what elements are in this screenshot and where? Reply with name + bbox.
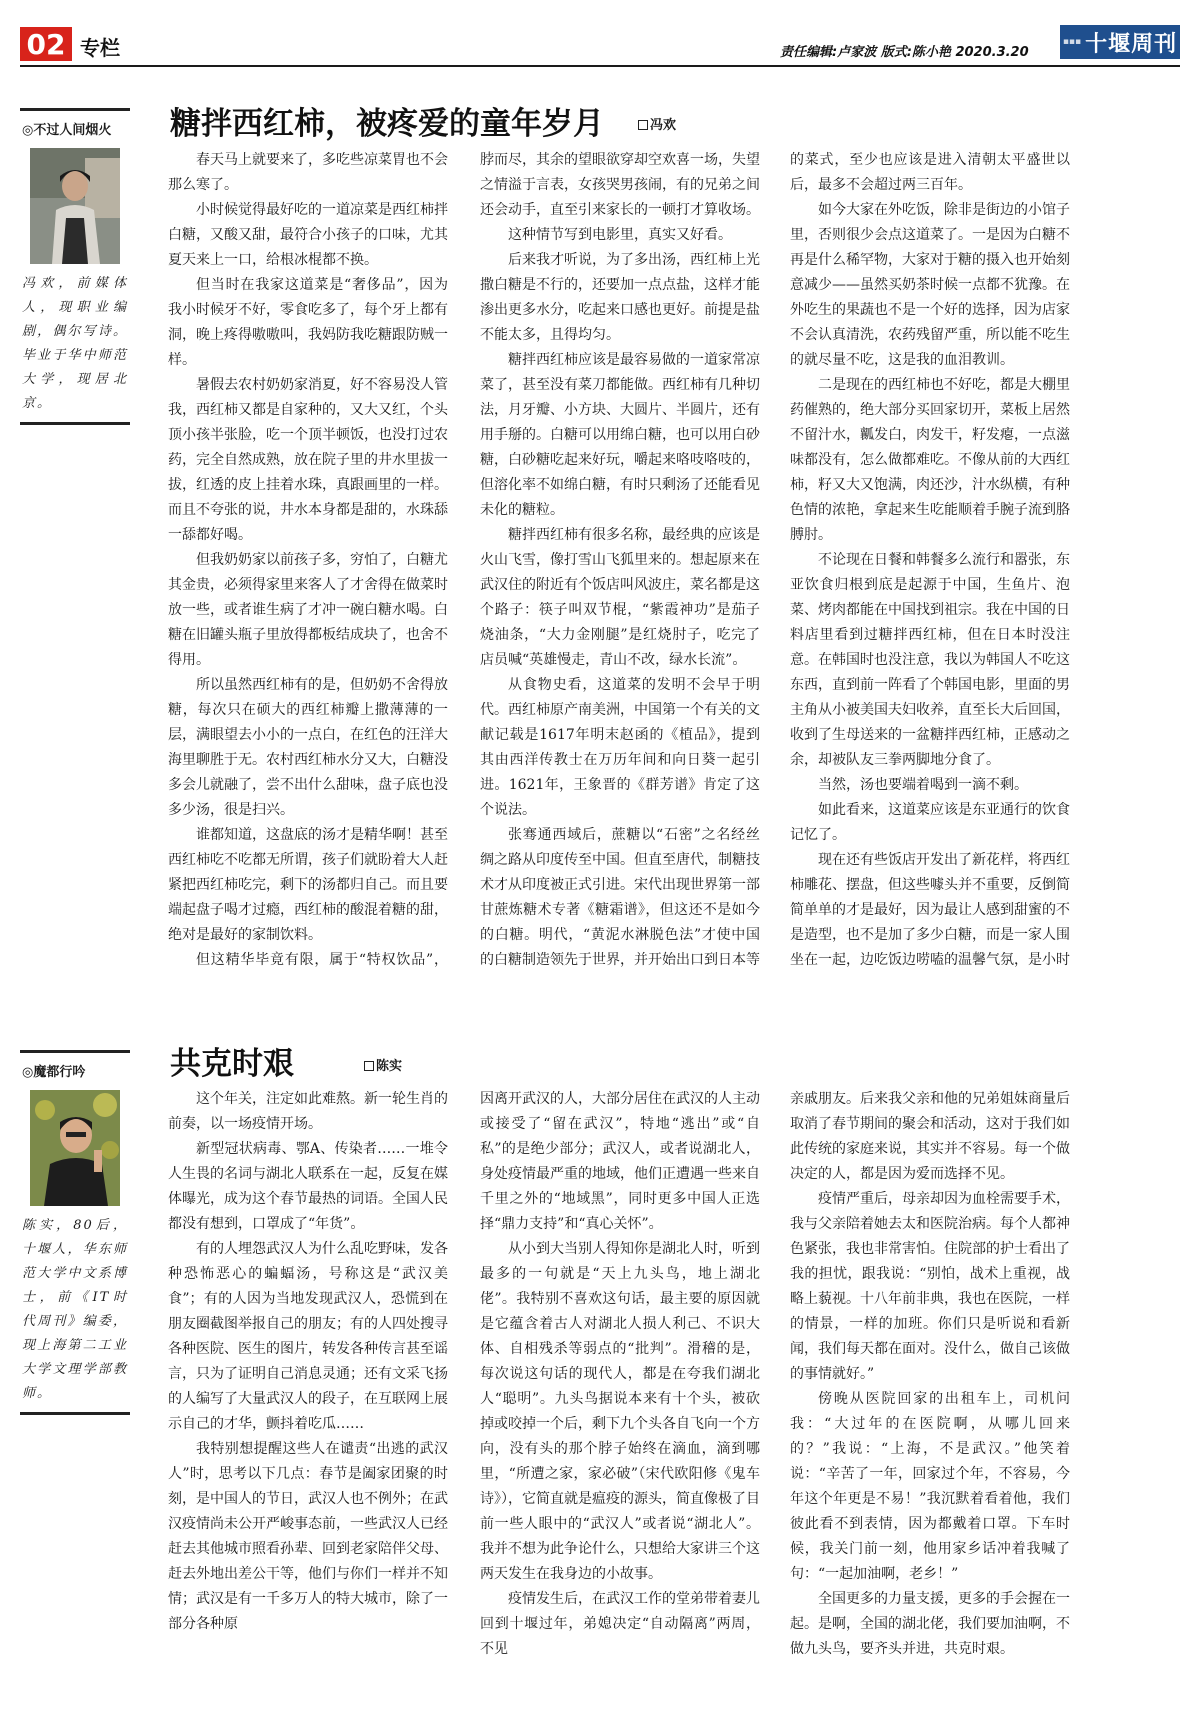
paragraph: 张骞通西域后，蔗糖以“石密”之名经丝绸之路从印度传至中国。但直至唐代，制糖技术才从印度被正式引进。宋代出现世界第一部甘蔗炼糖术专著《糖霜谱》，但这还不是如今的白糖。明代，“黄泥水淋脱色法”才使中国的白糖制造领先于世界，并开始出口到日本等	[480, 827, 760, 968]
byline-author: 冯欢	[650, 118, 677, 133]
article1-column-2	[480, 148, 760, 973]
article1-column-3	[790, 148, 1070, 973]
paragraph: 有的人埋怨武汉人为什么乱吃野味，发各种恐怖恶心的蝙蝠汤，号称这是“武汉美食”；有的人因为当地发现武汉人，恐慌到在朋友圈截图举报自己的朋友；有的人四处搜寻各种医院、医生的图片，转发各种传言甚至谣言，只为了证明自己消息灵通；还有文采飞扬的人编写了大量武汉人的段子，在互联网上展示自己的才华，颤抖着吃瓜……	[168, 1241, 448, 1432]
paragraph: 后来我才听说，为了多出汤，西红柿上光撒白糖是不行的，还要加一点点盐，这样才能渗出更多水分，吃起来口感也更好。前提是盐不能太多，且得均匀。	[480, 252, 760, 343]
article2-column-1	[168, 1087, 448, 1707]
article-title: 共克时艰	[170, 1046, 294, 1082]
column-name: ◎魔都行吟	[22, 1065, 86, 1080]
masthead-title: 十堰周刊	[1085, 30, 1178, 57]
paragraph: 小时候觉得最好吃的一道凉菜是西红柿拌白糖，又酸又甜，最符合小孩子的口味，尤其夏天来上一口，给根冰棍都不换。	[168, 202, 448, 268]
paragraph: 因离开武汉的人，大部分居住在武汉的人主动或接受了“留在武汉”，特地“逃出”或“自私”的是绝少部分；武汉人，或者说湖北人，身处疫情最严重的地域，他们正遭遇一些来自千里之外的“地域黑”，同时更多中国人正选择“鼎力支持”和“真心关怀”。	[480, 1091, 760, 1232]
article-title: 糖拌西红柿，被疼爱的童年岁月	[170, 106, 604, 142]
paragraph: 所以虽然西红柿有的是，但奶奶不舍得放糖，每次只在硕大的西红柿瓣上撒薄薄的一层，满眼望去小小的一点白，在红色的汪洋大海里聊胜于无。农村西红柿水分又大，白糖没多会儿就融了，尝不出什么甜味，盘子底也没多少汤，很是扫兴。	[168, 677, 448, 818]
paragraph: 新型冠状病毒、鄂A、传染者……一堆令人生畏的名词与湖北人联系在一起，反复在媒体曝光，成为这个春节最热的词语。全国人民都没有想到，口罩成了“年货”。	[168, 1141, 448, 1232]
paragraph: 当然，汤也要端着喝到一滴不剩。	[818, 777, 1028, 793]
author-photo	[30, 148, 120, 264]
paragraph: 但当时在我家这道菜是“奢侈品”，因为我小时候牙不好，零食吃多了，每个牙上都有洞，晚上疼得嗷嗷叫，我妈防我吃糖跟防贼一样。	[168, 277, 448, 368]
paragraph: 这种情节写到电影里，真实又好看。	[508, 227, 732, 243]
paragraph: 现在还有些饭店开发出了新花样，将西红柿雕花、摆盘，但这些噱头并不重要，反倒简简单单的才是最好，因为最让人感到甜蜜的不是造型，也不是加了多少白糖，而是一家人围坐在一起，边吃饭边唠嗑的温馨气氛，是小时	[790, 852, 1070, 968]
paragraph: 亲戚朋友。后来我父亲和他的兄弟姐妹商量后取消了春节期间的聚会和活动，这对于我们如此传统的家庭来说，其实并不容易。每一个做决定的人，都是因为爱而选择不见。	[790, 1091, 1070, 1182]
paragraph: 如此看来，这道菜应该是东亚通行的饮食记忆了。	[790, 802, 1070, 843]
author-sidebar-1	[20, 108, 130, 425]
paragraph: 二是现在的西红柿也不好吃，都是大棚里药催熟的，绝大部分买回家切开，菜板上居然不留汁水，瓤发白，肉发干，籽发瘪，一点滋味都没有，怎么做都难吃。不像从前的大西红柿，籽又大又饱满，肉还沙，汁水纵横，有种色情的浓艳，拿起来生吃能顺着手腕子流到胳膊肘。	[790, 377, 1070, 543]
paragraph: 不论现在日餐和韩餐多么流行和嚣张，东亚饮食归根到底是起源于中国，生鱼片、泡菜、烤肉都能在中国找到祖宗。我在中国的日料店里看到过糖拌西红柿，但在日本时没注意。在韩国时也没注意，我以为韩国人不吃这东西，直到前一阵看了个韩国电影，里面的男主角从小被美国夫妇收养，直至长大后回国，收到了生母送来的一盆糖拌西红柿，正感动之余，却被队友三拳两脚地分食了。	[790, 552, 1070, 768]
author-photo-illustration	[30, 1090, 120, 1206]
author-photo-illustration	[30, 148, 120, 264]
paragraph: 糖拌西红柿应该是最容易做的一道家常凉菜了，甚至没有菜刀都能做。西红柿有几种切法，月牙瓣、小方块、大圆片、半圆片，还有用手掰的。白糖可以用绵白糖，也可以用白砂糖，白砂糖吃起来好玩，嚼起来咯吱咯吱的，但溶化率不如绵白糖，有时只剩汤了还能看见未化的糖粒。	[480, 352, 760, 518]
author-sidebar-2	[20, 1050, 130, 1415]
editor-credits: 责任编辑:卢家波 版式:陈小艳 2020.3.20	[780, 45, 1029, 60]
column-name: ◎不过人间烟火	[22, 123, 112, 138]
paragraph: 如今大家在外吃饭，除非是街边的小馆子里，否则很少会点这道菜了。一是因为白糖不再是什么稀罕物，大家对于糖的摄入也开始刻意减少——虽然买奶茶时候一点都不犹豫。在外吃生的果蔬也不是一个好的选择，因为店家不会认真清洗，农药残留严重，所以能不吃生的就尽量不吃，这是我的血泪教训。	[790, 202, 1070, 368]
masthead-logo	[1060, 25, 1180, 59]
paragraph: 糖拌西红柿有很多名称，最经典的应该是火山飞雪，像打雪山飞狐里来的。想起原来在武汉住的附近有个饭店叫风波庄，菜名都是这个路子：筷子叫双节棍，“紫霞神功”是茄子烧油条，“大力金刚腿”是红烧肘子，吃完了店员喊“英雄慢走，青山不改，绿水长流”。	[480, 527, 760, 668]
paragraph: 谁都知道，这盘底的汤才是精华啊！甚至西红柿吃不吃都无所谓，孩子们就盼着大人赶紧把西红柿吃完，剩下的汤都归自己。而且要端起盘子喝才过瘾，西红柿的酸混着糖的甜，绝对是最好的家制饮料。	[168, 827, 448, 943]
masthead-dots: ▪▪▪	[1062, 37, 1082, 47]
byline-box-icon	[638, 120, 648, 130]
paragraph: 从食物史看，这道菜的发明不会早于明代。西红柿原产南美洲，中国第一个有关的文献记载是1617年明末赵函的《植品》，提到其由西洋传教士在万历年间和向日葵一起引进。1621年，王象晋的《群芳谱》肯定了这个说法。	[480, 677, 760, 818]
page-number: 02	[20, 27, 72, 61]
author-photo	[30, 1090, 120, 1206]
paragraph: 但我奶奶家以前孩子多，穷怕了，白糖尤其金贵，必须得家里来客人了才舍得在做菜时放一些，或者谁生病了才冲一碗白糖水喝。白糖在旧罐头瓶子里放得都板结成块了，也舍不得用。	[168, 552, 448, 668]
paragraph: 的菜式，至少也应该是进入清朝太平盛世以后，最多不会超过两三百年。	[790, 152, 1070, 193]
article2-column-2	[480, 1087, 760, 1707]
paragraph: 傍晚从医院回家的出租车上，司机问我：“大过年的在医院啊，从哪儿回来的？”我说：“上海，不是武汉。”他笑着说：“辛苦了一年，回家过个年，不容易，今年这个年更是不易！”我沉默着看着他，我们彼此看不到表情，因为都戴着口罩。下车时候，我关门前一刻，他用家乡话冲着我喊了句：“一起加油啊，老乡！”	[790, 1391, 1070, 1582]
paragraph: 脖而尽，其余的望眼欲穿却空欢喜一场，失望之情溢于言表，女孩哭男孩闹，有的兄弟之间还会动手，直至引来家长的一顿打才算收场。	[480, 152, 760, 218]
paragraph: 暑假去农村奶奶家消夏，好不容易没人管我，西红柿又都是自家种的，又大又红，个头顶小孩半张脸，吃一个顶半顿饭，也没打过农药，完全自然成熟，放在院子里的井水里拔一拔，红透的皮上挂着水珠，真跟画里的一样。而且不夸张的说，井水本身都是甜的，水珠舔一舔都好喝。	[168, 377, 448, 543]
header-rule	[20, 65, 1180, 67]
author-card	[20, 108, 130, 425]
paragraph: 从小到大当别人得知你是湖北人时，听到最多的一句就是“天上九头鸟，地上湖北佬”。我特别不喜欢这句话，最主要的原因就是它蕴含着古人对湖北人损人利己、不识大体、自相残杀等弱点的“批判”。滑稽的是，每次说这句话的现代人，都是在夸我们湖北人“聪明”。九头鸟据说本来有十个头，被砍掉或咬掉一个后，剩下九个头各自飞向一个方向，没有头的那个脖子始终在滴血，滴到哪里，“所遭之家，家必破”（宋代欧阳修《鬼车诗》），它简直就是瘟疫的源头，简直像极了目前一些人眼中的“武汉人”或者说“湖北人”。我并不想为此争论什么，只想给大家讲三个这两天发生在我身边的小故事。	[480, 1241, 760, 1582]
article2-column-3	[790, 1087, 1070, 1707]
paragraph: 这个年关，注定如此难熬。新一轮生肖的前奏，以一场疫情开场。	[168, 1091, 448, 1132]
article1-column-1	[168, 148, 448, 973]
byline-box-icon	[364, 1061, 374, 1071]
section-label: 专栏	[80, 36, 120, 60]
paragraph: 疫情严重后，母亲却因为血栓需要手术，我与父亲陪着她去太和医院治病。每个人都神色紧张，我也非常害怕。住院部的护士看出了我的担忧，跟我说：“别怕，战术上重视，战略上藐视。十八年前非典，我也在医院，一样的情景，一样的加班。你们只是听说和看新闻，我们每天都在面对。没什么，做自己该做的事情就好。”	[790, 1191, 1070, 1382]
paragraph: 全国更多的力量支援，更多的手会握在一起。是啊，全国的湖北佬，我们要加油啊，不做九头鸟，要齐头并进，共克时艰。	[790, 1591, 1070, 1657]
byline-author: 陈实	[376, 1059, 403, 1074]
author-bio: 陈实，80后，十堰人，华东师范大学中文系博士，前《IT时代周刊》编委，现上海第二工业大学文理学部教师。	[22, 1218, 128, 1401]
byline	[364, 1055, 402, 1074]
paragraph: 春天马上就要来了，多吃些凉菜胃也不会那么寒了。	[168, 152, 448, 193]
author-card	[20, 1050, 130, 1415]
paragraph: 我特别想提醒这些人在谴责“出逃的武汉人”时，思考以下几点：春节是阖家团聚的时刻，是中国人的节日，武汉人也不例外；在武汉疫情尚未公开严峻事态前，一些武汉人已经赶去其他城市照看孙辈、回到老家陪伴父母、赶去外地出差公干等，他们与你们一样并不知情；武汉是有一千多万人的特大城市，除了一部分各种原	[168, 1441, 448, 1632]
paragraph: 疫情发生后，在武汉工作的堂弟带着妻儿回到十堰过年，弟媳决定“自动隔离”两周，不见	[480, 1591, 760, 1657]
author-bio: 冯欢，前媒体人，现职业编剧，偶尔写诗。毕业于华中师范大学，现居北京。	[22, 276, 128, 411]
byline	[638, 114, 676, 133]
paragraph: 但这精华毕竟有限，属于“特权饮品”，	[196, 952, 448, 968]
page-header	[20, 25, 1180, 65]
